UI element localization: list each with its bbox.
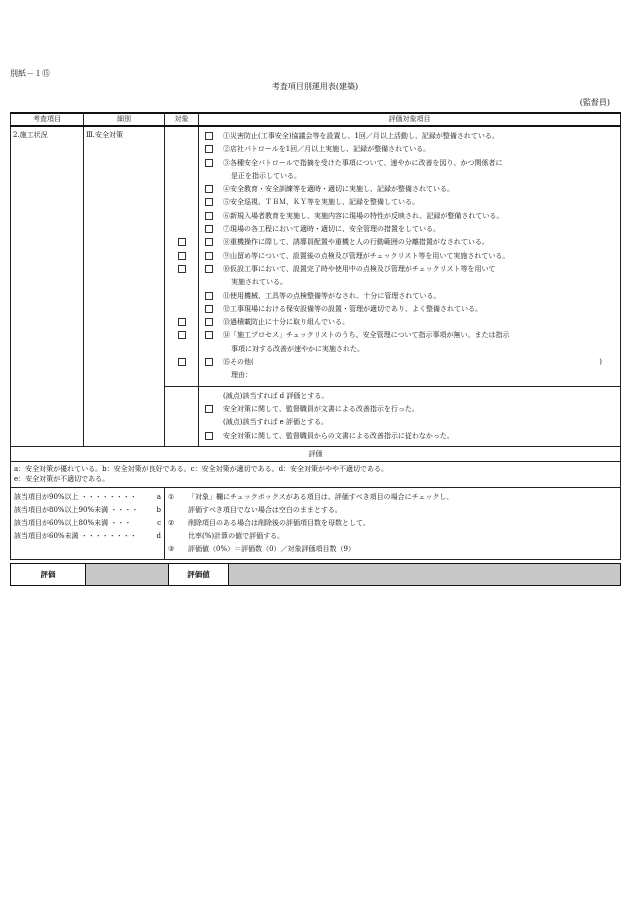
criteria-list — [11, 487, 165, 559]
target-cell — [165, 356, 198, 369]
note-text: 「対象」欄にチェックボックスがある項目は、評価すべき項目の場合にチェックし、 — [188, 492, 454, 501]
list-item — [205, 223, 616, 236]
header-subcategory: 細別 — [84, 113, 165, 126]
item-text: ⑭「施工プロセス」チェックリストのうち、安全管理について指示事項が無い。または指示 — [223, 331, 510, 340]
item-checkbox-cell — [205, 263, 223, 276]
note-text: 評価値（0%）＝評価数（0）／対象評価項目数（9） — [188, 544, 356, 553]
item-checkbox-cell — [205, 316, 223, 329]
list-item-continuation — [205, 170, 616, 183]
header-items: 評価対象項目 — [199, 113, 621, 126]
deduction-target-cell — [165, 386, 199, 446]
checkbox[interactable] — [205, 198, 213, 206]
list-item — [205, 210, 616, 223]
item-checkbox-cell — [205, 183, 223, 196]
checkbox[interactable] — [205, 432, 213, 440]
item-checkbox-cell — [205, 210, 223, 223]
subcategory-cell: Ⅲ.安全対策 — [84, 126, 165, 446]
target-cell — [165, 170, 198, 183]
footer-table — [10, 563, 621, 586]
item-checkbox-cell — [205, 130, 223, 143]
criteria-line — [14, 517, 161, 530]
list-item — [205, 290, 616, 303]
target-cell — [165, 343, 198, 356]
checkbox[interactable] — [205, 159, 213, 167]
note-text: 削除項目のある場合は削除後の評価項目数を母数として、 — [188, 518, 370, 527]
target-cell — [165, 130, 198, 143]
item-checkbox-cell — [205, 157, 223, 170]
criteria-grade: d — [156, 531, 161, 540]
note-number: ③ — [168, 544, 175, 553]
target-cell — [165, 250, 198, 263]
checkbox[interactable] — [205, 185, 213, 193]
item-text: ⑩仮設工事において、設置完了時や使用中の点検及び管理がチェックリスト等を用いて — [223, 264, 496, 273]
item-text: ⑧重機操作に際して、誘導員配置や重機と人の行動範囲の分離措置がなされている。 — [223, 238, 489, 247]
sheet-id: 別紙－１⑮ — [10, 69, 50, 78]
items-row — [11, 126, 621, 386]
spacer — [205, 170, 223, 183]
checkbox[interactable] — [205, 331, 213, 339]
item-text: ②店社パトロールを1回／月以上実施し、記録が整備されている。 — [223, 145, 431, 154]
note-line — [168, 491, 617, 504]
target-cell — [165, 290, 198, 303]
item-text: ⑦現場の各工程において適時・適切に、安全管理の措置をしている。 — [223, 225, 440, 234]
criteria-line — [14, 504, 161, 517]
note-text-continuation: 比率(%)計算の値で評価する。 — [188, 531, 285, 540]
item-text: ⑮その他( — [223, 358, 254, 367]
checkbox[interactable] — [205, 405, 213, 413]
criteria-row — [11, 487, 621, 559]
target-cell — [165, 183, 198, 196]
item-checkbox-cell — [205, 250, 223, 263]
legend-line: e：安全対策が不適切である。 — [14, 475, 110, 484]
checkbox[interactable] — [205, 305, 213, 313]
item-checkbox-cell — [205, 303, 223, 316]
list-item — [205, 130, 616, 143]
item-text: ⑨山留め等について、設置後の点検及び管理がチェックリスト等を用いて実施されている。 — [223, 251, 510, 260]
deduction-note — [205, 416, 616, 429]
list-item-continuation — [205, 276, 616, 289]
document-title: 考査項目別運用表(建築) — [271, 82, 359, 91]
list-item — [205, 263, 616, 276]
item-text: ⑤安全巡視、ＴＢＭ、ＫＹ等を実施し、記録を整備している。 — [223, 198, 419, 207]
grade-legend — [11, 461, 621, 487]
category-cell: 2.施工状況 — [11, 126, 84, 446]
deduction-item — [205, 430, 616, 443]
list-item — [205, 143, 616, 156]
list-item — [205, 316, 616, 329]
checkbox[interactable] — [178, 358, 186, 366]
deduction-note — [205, 390, 616, 403]
criteria-text: 該当項目が60%未満 ・・・・・・・・ — [14, 531, 137, 540]
spacer — [205, 276, 223, 289]
list-item — [205, 196, 616, 209]
checkbox[interactable] — [178, 331, 186, 339]
items-column — [199, 126, 621, 386]
deduction-item — [205, 403, 616, 416]
checkbox[interactable] — [205, 265, 213, 273]
criteria-grade: a — [156, 492, 161, 501]
target-cell — [165, 210, 198, 223]
target-cell — [165, 157, 198, 170]
footer-eval-label: 評価 — [11, 564, 86, 586]
item-checkbox-cell — [205, 236, 223, 249]
evaluation-head-row — [11, 446, 621, 461]
note-number: ② — [168, 518, 175, 527]
legend-row — [11, 461, 621, 487]
criteria-line — [14, 491, 161, 504]
target-cell — [165, 303, 198, 316]
target-cell — [165, 316, 198, 329]
list-item-continuation — [205, 369, 616, 382]
legend-line: a：安全対策が優れている。b：安全対策が良好である。c：安全対策が適切である。d：安全対策がやや不適切である。 — [14, 464, 389, 473]
target-cell — [165, 196, 198, 209]
criteria-grade: b — [156, 505, 161, 514]
criteria-text: 該当項目が90%以上 ・・・・・・・・ — [14, 492, 137, 501]
table-header-row — [11, 113, 621, 126]
header-target: 対象 — [165, 113, 199, 126]
checkbox[interactable] — [205, 145, 213, 153]
checkbox[interactable] — [205, 358, 213, 366]
spacer — [205, 390, 223, 403]
target-cell — [165, 276, 198, 289]
item-text-continuation: 理由： — [231, 371, 252, 380]
checkbox[interactable] — [205, 238, 213, 246]
deduction-column — [199, 386, 621, 446]
item-checkbox-cell — [205, 143, 223, 156]
deduction-note-text: (減点)該当すれば e 評価とする。 — [223, 418, 329, 427]
checkbox[interactable] — [178, 252, 186, 260]
item-checkbox-cell — [205, 290, 223, 303]
item-text: ⑥新規入場者教育を実施し、実施内容に現場の特性が反映され、記録が整備されている。 — [223, 211, 504, 220]
deduction-note-text: (減点)該当すれば d 評価とする。 — [223, 391, 329, 400]
issuer-label: (監督員) — [579, 98, 610, 107]
item-text: ①災害防止(工事安全)協議会等を設置し、1回／月以上活動し、記録が整備されている。 — [223, 132, 499, 140]
spacer — [205, 369, 223, 382]
item-checkbox-cell — [205, 223, 223, 236]
list-item — [205, 329, 616, 342]
criteria-text: 該当項目が60%以上80%未満 ・・・ — [14, 518, 132, 527]
deduction-text: 安全対策に関して、監督職員が文書による改善指示を行った。 — [223, 404, 419, 413]
footer-value-input[interactable] — [229, 564, 621, 586]
header-category: 考査項目 — [11, 113, 84, 126]
list-item — [205, 356, 616, 369]
notes-list — [165, 487, 621, 559]
spacer — [205, 416, 223, 429]
criteria-line — [14, 530, 161, 543]
target-cell — [165, 223, 198, 236]
list-item-continuation — [205, 343, 616, 356]
note-line — [168, 517, 617, 530]
checkbox[interactable] — [178, 238, 186, 246]
checkbox[interactable] — [205, 252, 213, 260]
footer-eval-input[interactable] — [86, 564, 169, 586]
item-text: ③各種安全パトロールで指摘を受けた事項について、速やかに改善を図り、かつ関係者に — [223, 158, 503, 167]
item-checkbox-cell — [205, 403, 223, 416]
item-checkbox-cell — [205, 430, 223, 443]
note-text-continuation: 評価すべき項目でない場合は空白のままとする。 — [188, 505, 342, 514]
note-number: ① — [168, 492, 175, 501]
criteria-grade: c — [157, 518, 161, 527]
evaluation-table — [10, 112, 621, 560]
checkbox[interactable] — [205, 292, 213, 300]
item-text-continuation: 実施されている。 — [231, 278, 287, 287]
target-cell — [165, 369, 198, 382]
checkbox[interactable] — [205, 212, 213, 220]
checkbox[interactable] — [178, 265, 186, 273]
list-item — [205, 236, 616, 249]
note-line — [168, 543, 617, 556]
item-checkbox-cell — [205, 196, 223, 209]
spacer — [205, 343, 223, 356]
checkbox[interactable] — [205, 132, 213, 140]
target-cell — [165, 143, 198, 156]
checkbox[interactable] — [205, 318, 213, 326]
deduction-text: 安全対策に関して、監督職員からの文書による改善指示に従わなかった。 — [223, 431, 454, 440]
item-text: ④安全教育・安全訓練等を適時・適切に実施し、記録が整備されている。 — [223, 185, 454, 194]
item-close-paren: ) — [599, 358, 602, 367]
target-cell — [165, 263, 198, 276]
footer-value-label: 評価値 — [169, 564, 229, 586]
item-text-continuation: 是正を指示している。 — [231, 171, 301, 180]
item-text-continuation: 事項に対する改善が速やかに実施された。 — [231, 344, 364, 353]
item-text: ⑬過積載防止に十分に取り組んでいる。 — [223, 318, 349, 327]
note-line-continuation — [168, 504, 617, 517]
checkbox[interactable] — [178, 318, 186, 326]
list-item — [205, 157, 616, 170]
criteria-text: 該当項目が80%以上90%未満 ・・・・ — [14, 505, 139, 514]
item-text: ⑫工事現場における保安設備等の設置・管理が適切であり、よく整備されている。 — [223, 304, 482, 313]
list-item — [205, 250, 616, 263]
target-column — [165, 126, 199, 386]
target-cell — [165, 236, 198, 249]
list-item — [205, 183, 616, 196]
target-cell — [165, 329, 198, 342]
item-text: ⑪使用機械、工具等の点検整備等がなされ、十分に管理されている。 — [223, 291, 441, 300]
item-checkbox-cell — [205, 329, 223, 342]
list-item — [205, 303, 616, 316]
checkbox[interactable] — [205, 225, 213, 233]
note-line-continuation — [168, 530, 617, 543]
evaluation-heading: 評価 — [11, 446, 621, 461]
item-checkbox-cell — [205, 356, 223, 369]
